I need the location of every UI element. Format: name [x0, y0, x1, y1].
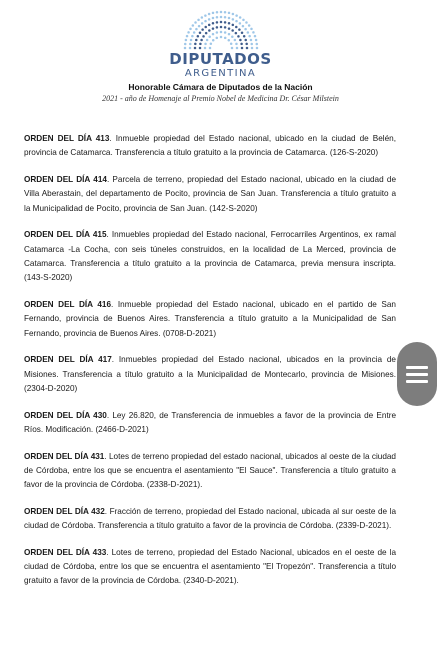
logo-dot	[250, 39, 253, 42]
logo-dot	[236, 47, 239, 50]
logo-dot	[204, 14, 207, 17]
logo-dot	[204, 47, 207, 50]
logo-dot	[228, 33, 231, 36]
logo-dot	[250, 28, 253, 31]
logo-dot	[191, 35, 194, 38]
logo-dot	[228, 39, 231, 42]
logo-dot	[220, 31, 223, 34]
logo-dot	[228, 27, 231, 30]
logo-dot	[208, 13, 211, 16]
logo-dot	[241, 47, 244, 50]
logo-dot	[186, 35, 189, 38]
logo-dot	[228, 12, 231, 15]
logo-dot	[242, 25, 245, 28]
logo-dot	[230, 43, 233, 46]
logo-dot	[248, 35, 251, 38]
item-title: ORDEN DEL DÍA 433	[24, 547, 107, 557]
logo-dot	[185, 39, 188, 42]
agenda-item-433	[24, 546, 396, 589]
logo-dot	[244, 39, 247, 42]
logo-dot	[224, 21, 227, 24]
logo-dot	[224, 37, 227, 40]
logo-dot	[235, 43, 238, 46]
document-body	[24, 124, 396, 601]
logo-dot	[195, 28, 198, 31]
logo-dot	[190, 39, 193, 42]
logo-dot	[234, 39, 237, 42]
logo-dot	[224, 11, 227, 14]
logo-dot	[231, 35, 234, 38]
logo-dot	[224, 26, 227, 29]
item-text: . Lotes de terreno, propiedad del Estado Nacional, ubicados en el oeste de la ciudad de Córdoba, entre los que se encuentra el asentamiento "El Tropezón". Transferencia a título gratuito a favor de la provincia de Córdoba. (2340-D-2021).	[24, 547, 396, 586]
logo-dot	[231, 29, 234, 32]
logo-dot	[235, 26, 238, 29]
congress-dome-logo	[180, 8, 262, 50]
floating-menu-button[interactable]	[397, 342, 437, 406]
item-title: ORDEN DEL DÍA 430	[24, 410, 107, 420]
logo-dot	[209, 47, 212, 50]
logo-dot	[251, 47, 254, 50]
logo-dot	[250, 43, 253, 46]
logo-dot	[241, 31, 244, 34]
logo-dot	[208, 35, 211, 38]
item-title: ORDEN DEL DÍA 415	[24, 230, 107, 240]
agenda-item-413	[24, 132, 396, 161]
logo-dot	[256, 43, 259, 46]
logo-dot	[228, 17, 231, 20]
logo-dot	[231, 47, 234, 50]
logo-dot	[212, 33, 215, 36]
logo-dot	[212, 27, 215, 30]
logo-dot	[232, 18, 235, 21]
logo-dot	[199, 31, 202, 34]
logo-dot	[255, 39, 258, 42]
logo-dot	[201, 28, 204, 31]
item-text: . Fracción de terreno, propiedad del Estado nacional, ubicada al sur oeste de la ciudad de Córdoba. Transferencia a título gratuito a favor de la provincia de Córdoba. (2339-D-2021).	[24, 506, 396, 531]
agenda-item-431	[24, 450, 396, 493]
logo-dot	[192, 24, 195, 27]
agenda-item-417	[24, 353, 396, 396]
brand-country: ARGENTINA	[184, 68, 257, 79]
logo-dot	[235, 14, 238, 17]
logo-dot	[194, 21, 197, 24]
logo-dot	[224, 16, 227, 19]
logo-dot	[216, 26, 219, 29]
logo-dot	[216, 11, 219, 14]
item-title: ORDEN DEL DÍA 431	[24, 451, 105, 461]
logo-dot	[243, 35, 246, 38]
logo-dot	[244, 28, 247, 31]
item-text: . Inmuebles propiedad del Estado nacional, Ferrocarriles Argentinos, ex ramal Catamarca -La Cocha, con seis túneles construidos, en la localidad de La Merced, provincia de Catamarca. Transferencia a título gratuito a la provincia de Catamarca, previa mensura inscripta. (143-S-2020)	[24, 230, 396, 283]
logo-dot	[187, 31, 190, 33]
agenda-item-416	[24, 298, 396, 341]
logo-dot	[228, 22, 231, 25]
logo-dot	[238, 28, 241, 31]
logo-dot	[197, 19, 200, 22]
logo-dot	[235, 32, 238, 35]
item-title: ORDEN DEL DÍA 416	[24, 300, 112, 310]
logo-dot	[224, 31, 227, 34]
logo-dot	[194, 43, 197, 46]
logo-dot	[198, 25, 201, 28]
logo-dot	[212, 22, 215, 25]
logo-dot	[199, 47, 202, 50]
item-text: . Ley 26.820, de Transferencia de inmuebles a favor de la provincia de Entre Ríos. Modificación. (2466-D-2021)	[24, 410, 396, 434]
item-text: . Parcela de terreno, propiedad del Estado nacional, ubicado en la ciudad de Villa Aberastain, del departamento de Pocito, provincia de San Juan. Transferencia a título gratuito a la Municipalidad de Pocito, provincia de San Juan. (142-S-2020)	[24, 175, 396, 213]
chamber-name: Honorable Cámara de Diputados de la Nación	[128, 82, 313, 92]
logo-dot	[245, 21, 248, 24]
logo-dot	[208, 29, 211, 32]
logo-dot	[216, 31, 219, 34]
logo-dot	[216, 37, 219, 40]
item-text: . Lotes de terreno propiedad del estado nacional, ubicados al oeste de la ciudad de Córdoba, entre los que se encuentra el asentamiento "El Sauce". Transferencia a título gratuito a favor de la provincia de Córdoba. (2338-D-2021).	[24, 451, 396, 490]
logo-dot	[193, 31, 196, 34]
logo-dot	[232, 13, 235, 16]
logo-dot	[216, 16, 219, 19]
logo-dot	[194, 47, 197, 50]
agenda-item-414	[24, 173, 396, 216]
item-text: . Inmueble propiedad del Estado nacional, ubicado en la ciudad de Belén, provincia de Catamarca. Transferencia a título gratuito a la provincia de Catamarca. (126-S-2020)	[24, 134, 396, 158]
logo-dot	[248, 24, 251, 27]
item-text: . Inmuebles propiedad del Estado nacional, ubicados en la provincia de Misiones. Transferencia a título gratuito a la Municipalidad de Montecarlo, provincia de Misiones. (2304-D-2020)	[24, 355, 396, 393]
logo-dot	[184, 43, 187, 46]
year-motto: 2021 - año de Homenaje al Premio Nobel de Medicina Dr. César Milstein	[102, 94, 339, 103]
logo-dot	[197, 35, 200, 38]
logo-dot	[242, 19, 245, 22]
agenda-item-432	[24, 505, 396, 534]
item-title: ORDEN DEL DÍA 414	[24, 175, 107, 185]
logo-dot	[216, 21, 219, 24]
logo-dot	[184, 47, 187, 50]
logo-dot	[189, 43, 192, 46]
logo-dot	[237, 35, 240, 38]
logo-dot	[239, 39, 242, 42]
logo-dot	[212, 12, 215, 15]
logo-dot	[220, 21, 223, 24]
logo-dot	[195, 39, 198, 42]
logo-dot	[246, 47, 249, 50]
logo-dot	[200, 39, 203, 42]
logo-dot	[220, 11, 223, 14]
logo-dot	[254, 35, 257, 38]
logo-dot	[252, 31, 255, 33]
logo-dot	[220, 36, 223, 39]
item-title: ORDEN DEL DÍA 413	[24, 134, 110, 144]
logo-dot	[208, 18, 211, 21]
logo-dot	[201, 22, 204, 25]
logo-dot	[239, 22, 242, 25]
logo-dot	[204, 20, 207, 23]
agenda-item-430	[24, 409, 396, 438]
logo-dot	[206, 39, 209, 42]
logo-dot	[220, 26, 223, 29]
logo-dot	[208, 24, 211, 27]
logo-dot	[247, 31, 250, 34]
logo-dot	[189, 28, 192, 31]
logo-dot	[199, 43, 202, 46]
logo-dot	[201, 16, 204, 19]
item-title: ORDEN DEL DÍA 432	[24, 506, 105, 516]
item-text: . Inmueble propiedad del Estado nacional, ubicado en el partido de San Fernando, provincia de Buenos Aires. Transferencia a título gratuito a la Municipalidad de San Fernando, provincia de Buenos Aires. (0708-D-2021)	[24, 300, 396, 338]
logo-dot	[212, 39, 215, 42]
logo-dot	[232, 24, 235, 27]
logo-dot	[240, 43, 243, 46]
item-title: ORDEN DEL DÍA 417	[24, 355, 112, 365]
logo-dot	[210, 43, 213, 46]
logo-dot	[239, 16, 242, 19]
agenda-item-415	[24, 228, 396, 285]
logo-dot	[189, 47, 192, 50]
brand-name: DIPUTADOS	[169, 50, 272, 68]
logo-dot	[212, 17, 215, 20]
logo-dot	[204, 43, 207, 46]
logo-dot	[245, 43, 248, 46]
logo-dot	[256, 47, 259, 50]
logo-dot	[204, 26, 207, 29]
logo-dot	[235, 20, 238, 23]
logo-dot	[202, 35, 205, 38]
logo-dot	[205, 32, 208, 35]
logo-dot	[220, 16, 223, 19]
